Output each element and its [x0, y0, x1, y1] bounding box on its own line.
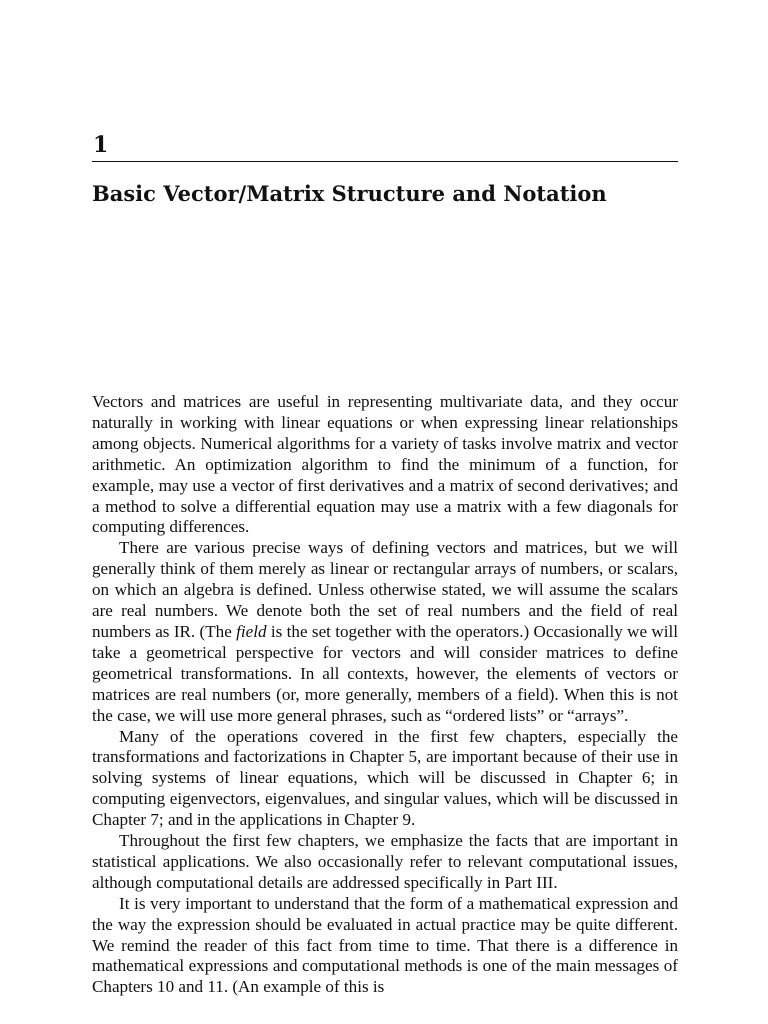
book-page [92, 0, 678, 1024]
paragraph-definitions-part2: is the set together with the operators.) Occasionally we will take a geometrical perspective for vectors and will consider matrices to define geometrical transformations. In all contexts, however, the elements of vectors or matrices are real numbers (or, more generally, members of a field). When this is not the case, we will use more general phrases, such as “ordered lists” or “arrays”. [92, 621, 678, 725]
paragraph-definitions [92, 538, 678, 726]
paragraph-expressions: It is very important to understand that the form of a mathematical expression and the way the expression should be evaluated in actual practice may be quite different. We remind the reader of this fact from time to time. That there is a difference in mathematical expressions and computational methods is one of the main messages of Chapters 10 and 11. (An example of this is [92, 893, 678, 997]
paragraph-intro: Vectors and matrices are useful in representing multivariate data, and they occur naturally in working with linear equations or when expressing linear relationships among objects. Numerical algorithms for a variety of tasks involve matrix and vector arithmetic. An optimization algorithm to find the minimum of a function, for example, may use a vector of first derivatives and a matrix of second derivatives; and a method to solve a differential equation may use a matrix with a few diagonals for computing differences. [92, 392, 678, 537]
body-text [92, 392, 678, 998]
paragraph-definitions-part1: There are various precise ways of defining vectors and matrices, but we will generally think of them merely as linear or rectangular arrays of numbers, or scalars, on which an algebra is defined. Unless otherwise stated, we will assume the scalars are real numbers. We denote both the set of real numbers and the field of real numbers as IR. (The [92, 538, 678, 641]
paragraph-operations: Many of the operations covered in the first few chapters, especially the transformations and factorizations in Chapter 5, are important because of their use in solving systems of linear equations, which will be discussed in Chapter 6; in computing eigenvectors, eigenvalues, and singular values, which will be discussed in Chapter 7; and in the applications in Chapter 9. [92, 726, 678, 830]
field-term: field [236, 621, 267, 641]
chapter-rule [92, 161, 678, 162]
chapter-number: 1 [93, 132, 109, 158]
paragraph-statistical: Throughout the first few chapters, we emphasize the facts that are important in statistical applications. We also occasionally refer to relevant computational issues, although computational details are addressed specifically in Part III. [92, 831, 678, 892]
chapter-title: Basic Vector/Matrix Structure and Notation [92, 181, 607, 206]
